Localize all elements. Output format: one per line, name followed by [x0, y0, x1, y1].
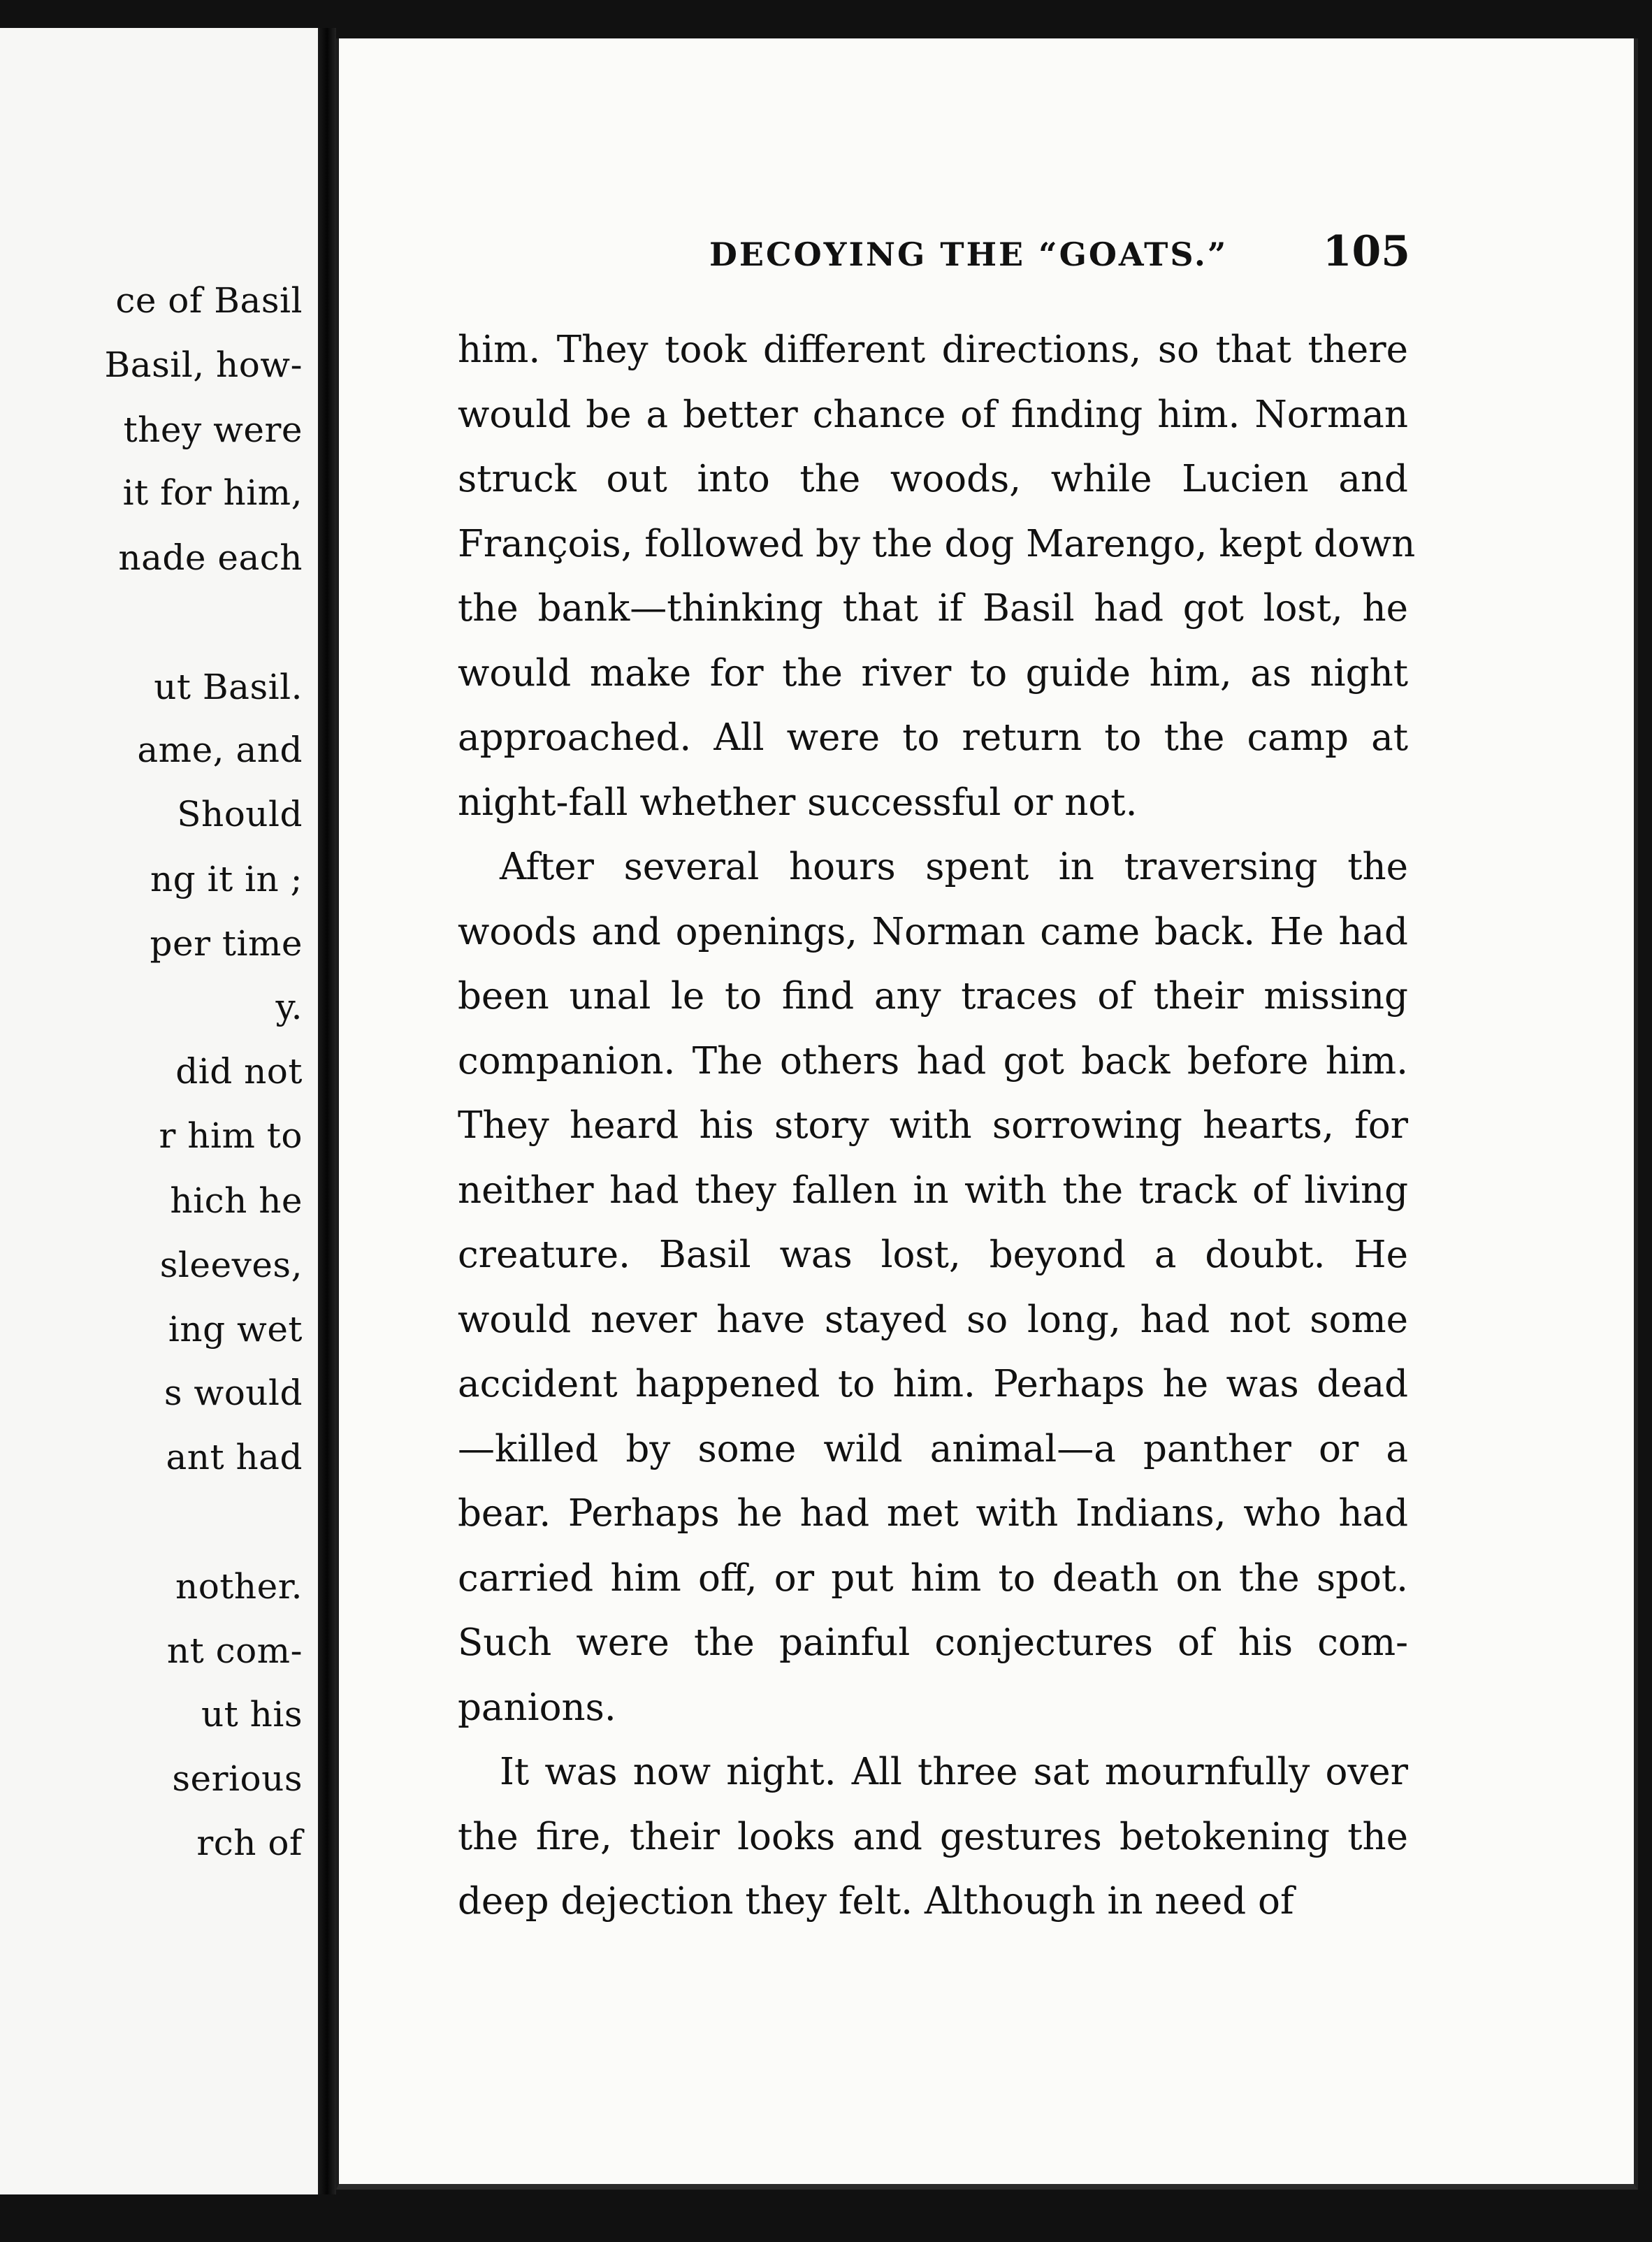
left-page-fragment: ce of Basil [115, 280, 303, 321]
left-page-fragment: per time [150, 923, 303, 964]
paragraph [458, 318, 1416, 835]
book-gutter [318, 28, 336, 2194]
left-page-fragment: s would [164, 1373, 303, 1413]
paragraph [458, 835, 1408, 1740]
running-head: DECOYING THE “GOATS.” [709, 236, 1229, 273]
left-page-fragment: ut Basil. [154, 667, 303, 707]
text-line: creature. Basil was lost, beyond a doubt. He [458, 1234, 1408, 1276]
text-line: deep dejection they felt. Although in need of [458, 1880, 1294, 1923]
left-page-fragment: ing wet [168, 1309, 303, 1350]
text-line: accident happened to him. Perhaps he was dead [458, 1363, 1408, 1405]
text-line: carried him off, or put him to death on the spot. [458, 1556, 1408, 1600]
left-page [0, 28, 318, 2194]
text-line: the bank—thinking that if Basil had got lost, he [458, 587, 1408, 630]
left-page-fragment: rch of [196, 1823, 303, 1863]
text-line: neither had they fallen in with the track of living [458, 1169, 1408, 1212]
text-line: companion. The others had got back before him. [458, 1039, 1408, 1083]
page-number: 105 [1322, 227, 1410, 276]
text-line: —killed by some wild animal—a panther or a [458, 1427, 1408, 1470]
text-line: would make for the river to guide him, as night [458, 651, 1408, 695]
text-line: It was now night. All three sat mournfully over [500, 1751, 1408, 1793]
text-line: been unal le to find any traces of their missing [458, 975, 1408, 1018]
text-line: struck out into the woods, while Lucien and [458, 458, 1408, 500]
text-line: François, followed by the dog Marengo, kept down [458, 522, 1416, 565]
left-page-fragment: hich he [170, 1180, 303, 1221]
left-page-fragment: nt com- [166, 1630, 303, 1671]
left-page-fragment: nade each [118, 537, 303, 578]
left-page-fragment: nother. [175, 1566, 303, 1607]
left-page-fragment: ame, and [137, 730, 303, 770]
text-line: approached. All were to return to the camp at [458, 716, 1408, 759]
right-page [336, 38, 1638, 2190]
text-line: him. They took different directions, so that there [458, 328, 1408, 371]
text-line: night-fall whether successful or not. [458, 781, 1138, 824]
left-page-fragment: serious [172, 1758, 303, 1799]
text-line: the fire, their looks and gestures betokening the [458, 1815, 1408, 1858]
left-page-fragment: Basil, how- [104, 345, 303, 385]
text-line: bear. Perhaps he had met with Indians, who had [458, 1492, 1408, 1535]
left-page-fragment: ut his [201, 1694, 303, 1735]
left-page-fragment: y. [275, 987, 303, 1027]
left-page-fragment: they were [123, 410, 303, 450]
text-line: They heard his story with sorrowing hearts, for [458, 1104, 1408, 1147]
left-page-fragment: ant had [166, 1437, 303, 1477]
text-line: would never have stayed so long, had not some [458, 1298, 1408, 1341]
left-page-fragment: r him to [159, 1115, 303, 1156]
left-page-fragment: ng it in ; [150, 859, 303, 899]
left-page-fragment: Should [177, 794, 303, 834]
text-line: would be a better chance of finding him. Norman [458, 393, 1408, 436]
left-page-fragment: it for him, [122, 472, 303, 513]
paragraph [458, 1740, 1408, 1934]
text-line: panions. [458, 1686, 616, 1729]
body-text [458, 318, 1416, 1934]
text-line: Such were the painful conjectures of his com- [458, 1621, 1408, 1664]
text-line: After several hours spent in traversing the [500, 846, 1408, 888]
left-page-fragment: did not [175, 1051, 303, 1092]
text-line: woods and openings, Norman came back. He had [458, 910, 1408, 953]
left-page-fragment: sleeves, [159, 1245, 303, 1285]
